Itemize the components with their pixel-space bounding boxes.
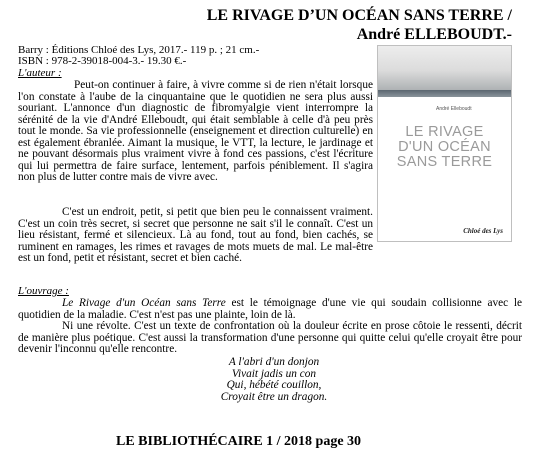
author-paragraph-2: [18, 207, 373, 265]
book-title: [90, 6, 512, 44]
author-text-2: C'est un endroit, petit, si petit que bien peu le connaissent vraiment. C'est un coin très secret, si secret que personne ne sait s'il le connaît. C'est un lieu résistant, fermé et silencieux. Là au fond, tout au fond, bien cachés, se ruminent en ramages, les rimes et ravages de mots muets de mal. Le mal-être est un fond, petit et résistant, secret et bien caché.: [18, 206, 373, 264]
poem-line-4: Croyait être un dragon.: [220, 390, 328, 403]
work-heading: L'ouvrage :: [18, 285, 69, 297]
book-title-line-1: LE RIVAGE D’UN OCÉAN SANS TERRE /: [206, 7, 512, 24]
author-text-1: Peut-on continuer à faire, à vivre comme si de rien n'était lorsque l'on constate à l'aube de la cinquantaine que le quotidien ne sera plus aussi souriant. L'annonce d'un diagnostic de fibromyalgie vient interrompre la sérénité de la vie d'André Elleboudt, qui était semblable à celle d'à peu près tout le monde. Sa vie professionnelle (enseignement et direction culturelle) en est également ébranlée. Aimant la musique, le VTT, la lecture, le jardinage et ne pouvant désormais plus vraiment vivre à fond ces passions, c'est l'écriture qui lui permettra de faire surface, lentement, parfois péniblement. Il s'agira non plus de lutter contre mais de vivre avec.: [18, 79, 373, 183]
book-cover-image: [377, 45, 512, 242]
cover-title: [378, 125, 511, 170]
author-heading: L'auteur :: [18, 67, 62, 79]
poem-line-2: Vivait jadis un con: [231, 367, 317, 380]
cover-title-line-2: D'UN OCÉAN: [398, 139, 491, 155]
poem: [170, 357, 378, 403]
work-paragraph-2: [18, 321, 522, 356]
poem-line-1: A l'abri d'un donjon: [228, 356, 320, 368]
book-title-line-2: André ELLEBOUDT.-: [356, 26, 512, 43]
cover-sea: [378, 90, 511, 97]
poem-line-3: Qui, hébété couillon,: [226, 379, 322, 391]
work-paragraph-1: [18, 298, 522, 321]
author-paragraph-1: [18, 80, 373, 184]
isbn-price: ISBN : 978-2-39018-004-3.- 19.30 €.-: [18, 55, 187, 67]
publication-info: Barry : Éditions Chloé des Lys, 2017.- 119 p. ; 21 cm.-: [18, 44, 260, 56]
cover-title-line-3: SANS TERRE: [396, 154, 493, 170]
cover-sky: [378, 46, 511, 90]
cover-publisher-logo: Chloé des Lys: [463, 227, 503, 235]
work-text-1: est le témoignage d'une vie qui soudain collisionne avec le quotidien de la maladie. C'est n'est pas une plainte, loin de là.: [18, 297, 522, 321]
work-text-2: Ni une révolte. C'est un texte de confrontation où la douleur écrite en prose côtoie le ressenti, décrit de manière plus poétique. C'est aussi la transformation d'une personne qui quitte celui qu'elle croyait être pour devenir l'inconnu qu'elle rencontre.: [18, 320, 522, 355]
work-book-title: Le Rivage d'un Océan sans Terre: [62, 297, 226, 309]
cover-author: André Elleboudt: [436, 106, 472, 112]
cover-title-line-1: LE RIVAGE: [405, 124, 484, 140]
footer: LE BIBLIOTHÉCAIRE 1 / 2018 page 30: [116, 434, 362, 449]
